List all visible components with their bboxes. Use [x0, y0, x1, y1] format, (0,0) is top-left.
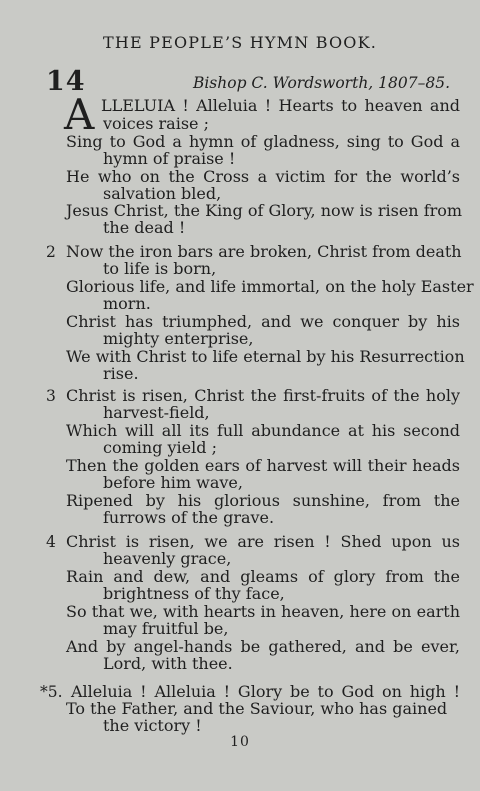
- hymn-line: Rain and dew, and gleams of glory from the: [66, 567, 460, 586]
- hymn-line: Christ has triumphed, and we conquer by his: [66, 312, 460, 331]
- hymn-line: voices raise ;: [103, 114, 209, 133]
- verse-number: *5.: [40, 683, 63, 701]
- hymn-line: rise.: [103, 364, 139, 383]
- hymn-line: furrows of the grave.: [103, 508, 275, 527]
- hymn-line: mighty enterprise,: [103, 329, 254, 348]
- verse-number: 3: [46, 387, 56, 405]
- hymn-line: So that we, with hearts in heaven, here on earth: [66, 602, 460, 621]
- hymn-line: He who on the Cross a victim for the world’s: [66, 167, 460, 186]
- hymn-line: the dead !: [103, 218, 186, 237]
- hymn-line: Christ is risen, Christ the first-fruits of the holy: [66, 386, 460, 405]
- hymn-line: brightness of thy face,: [103, 584, 285, 603]
- hymn-line: to life is born,: [103, 259, 217, 278]
- hymn-line: Then the golden ears of harvest will their heads: [66, 456, 460, 475]
- hymn-line: Lord, with thee.: [103, 654, 233, 673]
- hymn-line: morn.: [103, 294, 151, 313]
- hymn-line: coming yield ;: [103, 438, 217, 457]
- hymn-line: heavenly grace,: [103, 549, 232, 568]
- hymn-line: Now the iron bars are broken, Christ from death: [66, 242, 462, 261]
- hymn-line: may fruitful be,: [103, 619, 229, 638]
- hymn-line: before him wave,: [103, 473, 243, 492]
- hymn-line: Alleluia ! Alleluia ! Glory be to God on high !: [71, 682, 460, 701]
- drop-cap: A: [64, 90, 95, 139]
- hymn-line: Ripened by his glorious sunshine, from the: [66, 491, 460, 510]
- running-head: THE PEOPLE’S HYMN BOOK.: [102, 33, 378, 52]
- hymn-line: Glorious life, and life immortal, on the holy Easter: [66, 277, 474, 296]
- hymn-line: salvation bled,: [103, 184, 222, 203]
- hymn-line: We with Christ to life eternal by his Resurrection: [66, 347, 465, 366]
- verse-number: 4: [46, 533, 56, 551]
- hymn-line: Sing to God a hymn of gladness, sing to God a: [66, 132, 460, 151]
- hymn-line: To the Father, and the Saviour, who has gained: [66, 699, 448, 718]
- verse-number: 2: [46, 243, 56, 261]
- hymn-number: 14: [46, 66, 86, 97]
- hymn-line: Christ is risen, we are risen ! Shed upon us: [66, 532, 460, 551]
- hymn-line: the victory !: [103, 716, 202, 735]
- page-number: 10: [230, 734, 250, 750]
- hymn-line: And by angel-hands be gathered, and be ever,: [66, 637, 460, 656]
- hymn-line: Jesus Christ, the King of Glory, now is risen from: [66, 201, 463, 220]
- hymn-line: harvest-field,: [103, 403, 210, 422]
- hymn-line: LLELUIA ! Alleluia ! Hearts to heaven and: [101, 96, 460, 115]
- hymn-author: Bishop C. Wordsworth, 1807–85.: [192, 74, 450, 92]
- hymn-line: Which will all its full abundance at his second: [66, 421, 460, 440]
- hymn-line: hymn of praise !: [103, 149, 236, 168]
